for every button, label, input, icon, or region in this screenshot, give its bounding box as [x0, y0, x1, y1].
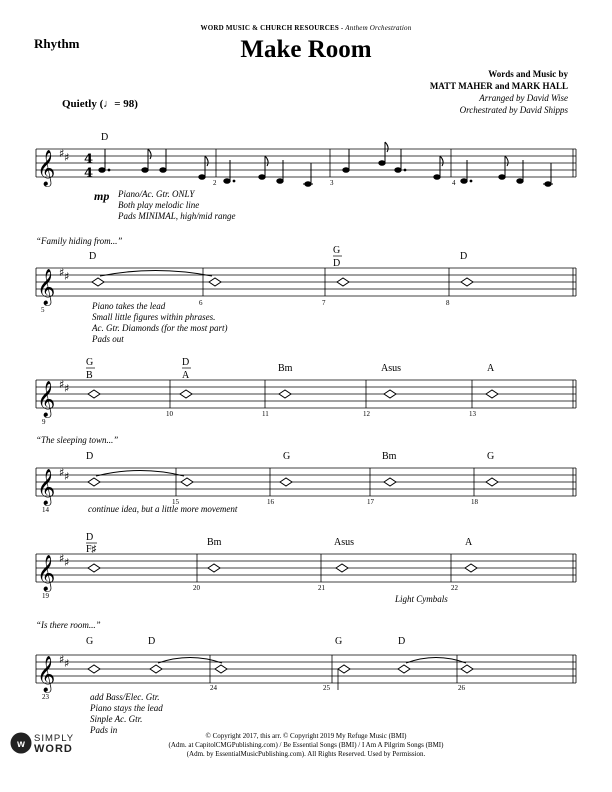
system-1 [36, 132, 576, 221]
diamond-notes [88, 471, 498, 487]
dynamic-marking: mp [94, 189, 110, 203]
song-title: Make Room [240, 36, 372, 63]
measure-number: 6 [199, 299, 203, 307]
staff-lines [36, 149, 576, 177]
measure-number: 24 [210, 684, 217, 692]
chord-symbol: G [335, 636, 343, 647]
orchestrator: Orchestrated by David Shipps [459, 105, 568, 115]
key-sharp-icon: ♯ [59, 552, 65, 565]
chord-symbol: D [101, 132, 109, 143]
chord-symbol: F♯ [86, 544, 97, 555]
key-sharp-icon: ♯ [64, 151, 70, 164]
measure-number: 21 [318, 584, 325, 592]
treble-clef-icon: 𝄞 [37, 555, 56, 591]
treble-clef-icon: 𝄞 [37, 269, 56, 305]
measure-number: 14 [42, 506, 49, 514]
chord-symbol: Bm [207, 537, 222, 548]
key-sharp-icon: ♯ [64, 382, 70, 395]
treble-clef-icon: 𝄞 [37, 656, 56, 692]
measure-number: 19 [42, 592, 49, 600]
chord-symbol: D [182, 357, 190, 368]
key-sharp-icon: ♯ [59, 378, 65, 391]
chord-symbol: Asus [381, 363, 402, 374]
system-3 [36, 357, 576, 426]
chord-symbol: B [86, 370, 93, 381]
staff-lines [36, 554, 576, 582]
diamond-notes [92, 271, 473, 287]
key-sharp-icon: ♯ [64, 470, 70, 483]
chord-symbol: D [460, 251, 468, 262]
measure-number: 8 [446, 299, 450, 307]
measure-number: 2 [213, 179, 217, 187]
measure-number: 18 [471, 498, 478, 506]
chord-symbol: D [148, 636, 156, 647]
measure-number: 20 [193, 584, 200, 592]
copyright-notice: © Copyright 2017, this arr. © Copyright 2019 My Refuge Music (BMI) (Adm. at CapitolCMGPublishing.com) / Be Essential Songs (BMI) / I Am A Pilgrim Songs (BMI) (Adm. by EssentialMusicPublishing.com). All Rights Reserved. Used by Permission. [168, 732, 444, 758]
chord-symbol: G [86, 636, 94, 647]
chord-symbol: G [333, 245, 341, 256]
simply-word-logo-text: SIMPLY WORD [34, 733, 75, 755]
chord-symbol: Bm [278, 363, 293, 374]
chord-symbol: D [89, 251, 97, 262]
treble-clef-icon: 𝄞 [37, 150, 56, 186]
key-sharp-icon: ♯ [59, 266, 65, 279]
system-6 [36, 620, 576, 735]
part-name: Rhythm [34, 36, 80, 51]
lyric-cue: “The sleeping town...” [36, 435, 119, 445]
system-5 [36, 532, 576, 604]
measure-number: 7 [322, 299, 326, 307]
measure-number: 25 [323, 684, 330, 692]
staff-lines [36, 655, 576, 683]
publisher-line: WORD MUSIC & CHURCH RESOURCES - Anthem Orchestration [200, 24, 412, 32]
key-sharp-icon: ♯ [64, 270, 70, 283]
measure-number: 17 [367, 498, 374, 506]
key-sharp-icon: ♯ [59, 653, 65, 666]
key-sharp-icon: ♯ [59, 147, 65, 160]
chord-symbol: G [283, 451, 291, 462]
measure-number: 13 [469, 410, 476, 418]
lyric-cue: “Is there room...” [36, 620, 101, 630]
chord-symbol: G [487, 451, 495, 462]
treble-clef-icon: 𝄞 [37, 381, 56, 417]
tempo-marking: Quietly (♩= 98) [62, 98, 138, 110]
measure-number: 16 [267, 498, 274, 506]
melody-notes [99, 142, 553, 186]
measure-number: 5 [41, 306, 45, 314]
key-sharp-icon: ♯ [64, 657, 70, 670]
credits-heading: Words and Music by [488, 69, 568, 79]
chord-symbol: D [86, 451, 94, 462]
time-signature-bottom: 4 [84, 166, 94, 181]
chord-symbol: Bm [382, 451, 397, 462]
simply-word-logo-icon [10, 732, 32, 754]
measure-number: 12 [363, 410, 370, 418]
measure-number: 22 [451, 584, 458, 592]
measure-number: 15 [172, 498, 179, 506]
diamond-notes [88, 658, 473, 674]
chord-symbol: D [86, 532, 94, 543]
key-sharp-icon: ♯ [64, 556, 70, 569]
performance-note: continue idea, but a little more movement [88, 504, 238, 514]
performance-note: Light Cymbals [395, 594, 448, 604]
quarter-note-icon: ♩ [103, 98, 115, 110]
measure-number: 9 [42, 418, 46, 426]
lyric-cue: “Family hiding from...” [36, 236, 123, 246]
arranger: Arranged by David Wise [479, 93, 568, 103]
measure-number: 11 [262, 410, 269, 418]
performance-note: Piano takes the lead [92, 301, 166, 311]
performance-note: Pads out [92, 334, 124, 344]
treble-clef-icon: 𝄞 [37, 469, 56, 505]
system-2 [36, 236, 576, 344]
performance-note: Ac. Gtr. Diamonds (for the most part) [92, 323, 228, 333]
performance-note: add Bass/Elec. Gtr. [90, 692, 160, 702]
composers: MATT MAHER and MARK HALL [429, 81, 568, 91]
chord-symbol: A [182, 370, 190, 381]
system-4 [36, 435, 576, 514]
staff-lines [36, 268, 576, 296]
performance-note: Both play melodic line [118, 200, 200, 210]
chord-symbol: Asus [334, 537, 355, 548]
key-sharp-icon: ♯ [59, 466, 65, 479]
svg-text:w: w [17, 739, 25, 750]
time-signature-top: 4 [84, 152, 94, 167]
chord-symbol: D [398, 636, 406, 647]
measure-number: 4 [452, 179, 456, 187]
chord-symbol: A [487, 363, 495, 374]
performance-note: Pads MINIMAL, high/mid range [118, 211, 236, 221]
measure-number: 3 [330, 179, 334, 187]
performance-note: Sinple Ac. Gtr. [90, 714, 143, 724]
performance-note: Small little figures within phrases. [92, 312, 216, 322]
performance-note: Pads in [90, 725, 118, 735]
measure-number: 10 [166, 410, 173, 418]
chord-symbol: A [465, 537, 473, 548]
chord-symbol: D [333, 258, 341, 269]
chord-symbol: G [86, 357, 94, 368]
performance-note: Piano/Ac. Gtr. ONLY [118, 189, 195, 199]
measure-number: 23 [42, 693, 49, 701]
measure-number: 26 [458, 684, 465, 692]
performance-note: Piano stays the lead [90, 703, 163, 713]
